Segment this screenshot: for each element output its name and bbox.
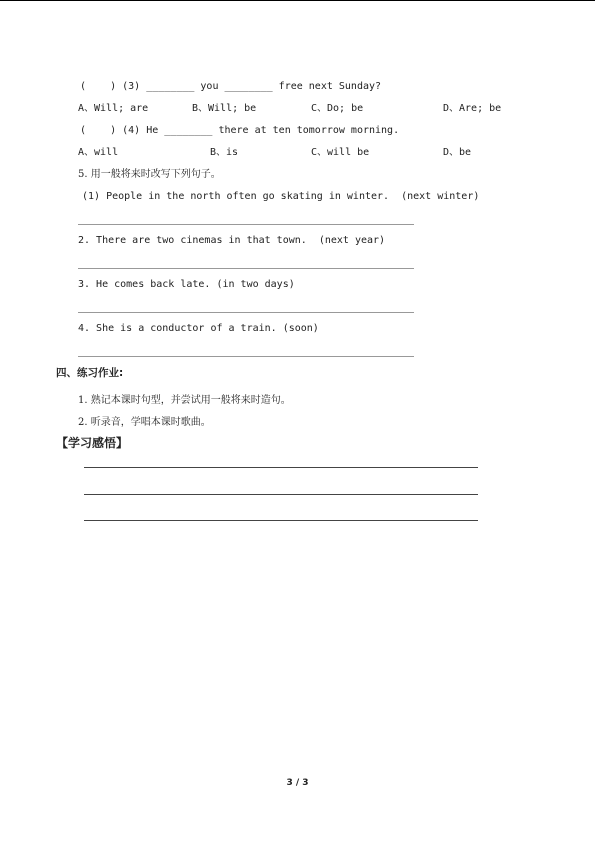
question-5-heading: 5. 用一般将来时改写下列句子。 bbox=[78, 169, 221, 180]
rewrite-item-2: 2. There are two cinemas in that town. (next year) bbox=[78, 235, 386, 246]
top-border bbox=[0, 0, 595, 1]
answer-line-2 bbox=[78, 268, 414, 269]
question-4-option-d: D、be bbox=[443, 147, 472, 158]
section-4-title: 四、练习作业: bbox=[56, 367, 124, 379]
question-4-option-a: A、will bbox=[78, 147, 119, 158]
question-4-option-c: C、will be bbox=[311, 147, 370, 158]
question-3-stem: ( ) (3) ________ you ________ free next Sunday? bbox=[80, 81, 382, 92]
answer-line-1 bbox=[78, 224, 414, 225]
rewrite-item-3: 3. He comes back late. (in two days) bbox=[78, 279, 295, 290]
homework-item-1: 1. 熟记本课时句型，并尝试用一般将来时造句。 bbox=[78, 395, 291, 406]
question-4-option-b: B、is bbox=[210, 147, 239, 158]
reflection-line-3 bbox=[84, 520, 478, 521]
answer-line-4 bbox=[78, 356, 414, 357]
question-4-stem: ( ) (4) He ________ there at ten tomorrow morning. bbox=[80, 125, 400, 136]
rewrite-item-4: 4. She is a conductor of a train. (soon) bbox=[78, 323, 319, 334]
reflection-title: 【学习感悟】 bbox=[56, 436, 129, 450]
question-3-option-a: A、Will; are bbox=[78, 103, 149, 114]
homework-item-2: 2. 听录音，学唱本课时歌曲。 bbox=[78, 417, 211, 428]
question-3-option-d: D、Are; be bbox=[443, 103, 502, 114]
question-3-option-b: B、Will; be bbox=[192, 103, 257, 114]
reflection-line-2 bbox=[84, 494, 478, 495]
rewrite-item-1: (1) People in the north often go skating in winter. (next winter) bbox=[82, 191, 480, 202]
reflection-line-1 bbox=[84, 467, 478, 468]
question-3-option-c: C、Do; be bbox=[311, 103, 364, 114]
page-number: 3 / 3 bbox=[286, 778, 309, 788]
answer-line-3 bbox=[78, 312, 414, 313]
